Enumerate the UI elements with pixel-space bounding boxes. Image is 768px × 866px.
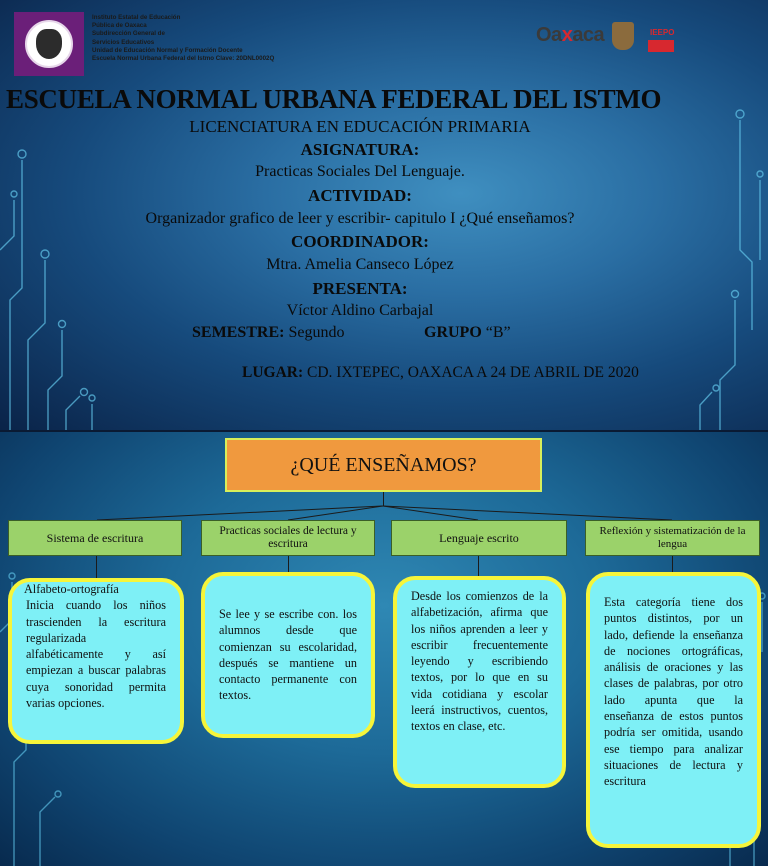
group-label: GRUPO xyxy=(424,324,482,341)
institution-line: Instituto Estatal de Educación xyxy=(92,14,181,21)
institution-line: Pública de Oaxaca xyxy=(92,22,147,30)
category-card xyxy=(586,572,761,848)
place-value: CD. IXTEPEC, OAXACA A 24 DE ABRIL DE 2020 xyxy=(307,364,639,381)
ieepo-logo-bar xyxy=(648,40,674,52)
card-text: Desde los comienzos de la alfabetización, afirma que los niños aprenden a leer y escribir frecuentemente leyendo y escribiendo textos, por lo que en su vida cotidiana y escolar leerá instructivos, cuentos, textos en clase, etc. xyxy=(411,589,548,734)
activity-value: Organizador grafico de leer y escribir- capitulo I ¿Qué enseñamos? xyxy=(145,210,575,227)
card-subtitle: Alfabeto-ortografía xyxy=(24,582,119,596)
oaxaca-logo: Oaxaca xyxy=(536,24,605,46)
institution-line: Escuela Normal Urbana Federal del Istmo Clave: 20DNL0002Q xyxy=(92,55,275,63)
category-box xyxy=(201,520,375,556)
place-row xyxy=(242,364,639,382)
degree-name: LICENCIATURA EN EDUCACIÓN PRIMARIA xyxy=(189,117,531,136)
presenter-label: PRESENTA: xyxy=(312,279,408,298)
coordinator-label: COORDINADOR: xyxy=(291,232,429,251)
place-label: LUGAR: xyxy=(242,364,304,381)
school-name: ESCUELA NORMAL URBANA FEDERAL DEL ISTMO xyxy=(6,84,662,114)
category-card xyxy=(201,572,375,738)
presenter-value: Víctor Aldino Carbajal xyxy=(286,302,434,319)
state-shield-icon xyxy=(612,22,634,50)
category-box xyxy=(391,520,567,556)
coordinator-value: Mtra. Amelia Canseco López xyxy=(266,256,454,273)
category-label: Practicas sociales de lectura y escritura xyxy=(219,525,357,550)
connector-line xyxy=(478,556,479,578)
semester-label: SEMESTRE: xyxy=(192,324,285,341)
category-box xyxy=(585,520,760,556)
activity-label: ACTIVIDAD: xyxy=(308,186,412,205)
card-text: Inicia cuando los niños trascienden la escritura regularizada alfabéticamente y así empiezan a buscar palabras cuya sonoridad permita varias opciones. xyxy=(26,598,166,711)
seal-icon xyxy=(25,20,73,68)
semester-value: Segundo xyxy=(288,324,345,341)
category-label: Sistema de escritura xyxy=(46,530,144,545)
institution-line: Subdirección General de xyxy=(92,30,165,38)
category-card xyxy=(393,576,566,788)
cover-slide xyxy=(0,0,768,430)
group-value: “B” xyxy=(485,324,511,341)
organizer-title-box xyxy=(225,438,542,492)
category-box xyxy=(8,520,182,556)
institution-line: Unidad de Educación Normal y Formación Docente xyxy=(92,46,243,54)
card-text: Esta categoría tiene dos puntos distintos, por un lado, defiende la enseñanza de nociones ortográficas, análisis de oraciones y las clases de palabras, por otro lado apunta que la enseñanza de estos puntos podría ser omitida, usando ese tiempo para analizar situaciones de lectura y escritura xyxy=(604,595,743,789)
institution-info xyxy=(92,14,274,63)
card-text: Se lee y se escribe con. los alumnos desde que comienzan su escolaridad, después se mantiene un contacto permanente con textos. xyxy=(219,607,357,703)
category-label: Lenguaje escrito xyxy=(439,530,519,545)
subject-value: Practicas Sociales Del Lenguaje. xyxy=(255,163,465,180)
category-label: Reflexión y sistematización de la lengua xyxy=(599,525,746,550)
ieepo-logo: IEEPO xyxy=(650,28,675,37)
group-row xyxy=(424,324,511,342)
category-card xyxy=(8,578,184,744)
connector-line xyxy=(96,556,97,580)
institution-logo xyxy=(14,12,84,76)
semester-row xyxy=(192,324,344,342)
subject-label: ASIGNATURA: xyxy=(300,140,420,159)
organizer-title: ¿QUÉ ENSEÑAMOS? xyxy=(290,453,477,476)
institution-line: Servicios Educativos xyxy=(92,38,155,46)
